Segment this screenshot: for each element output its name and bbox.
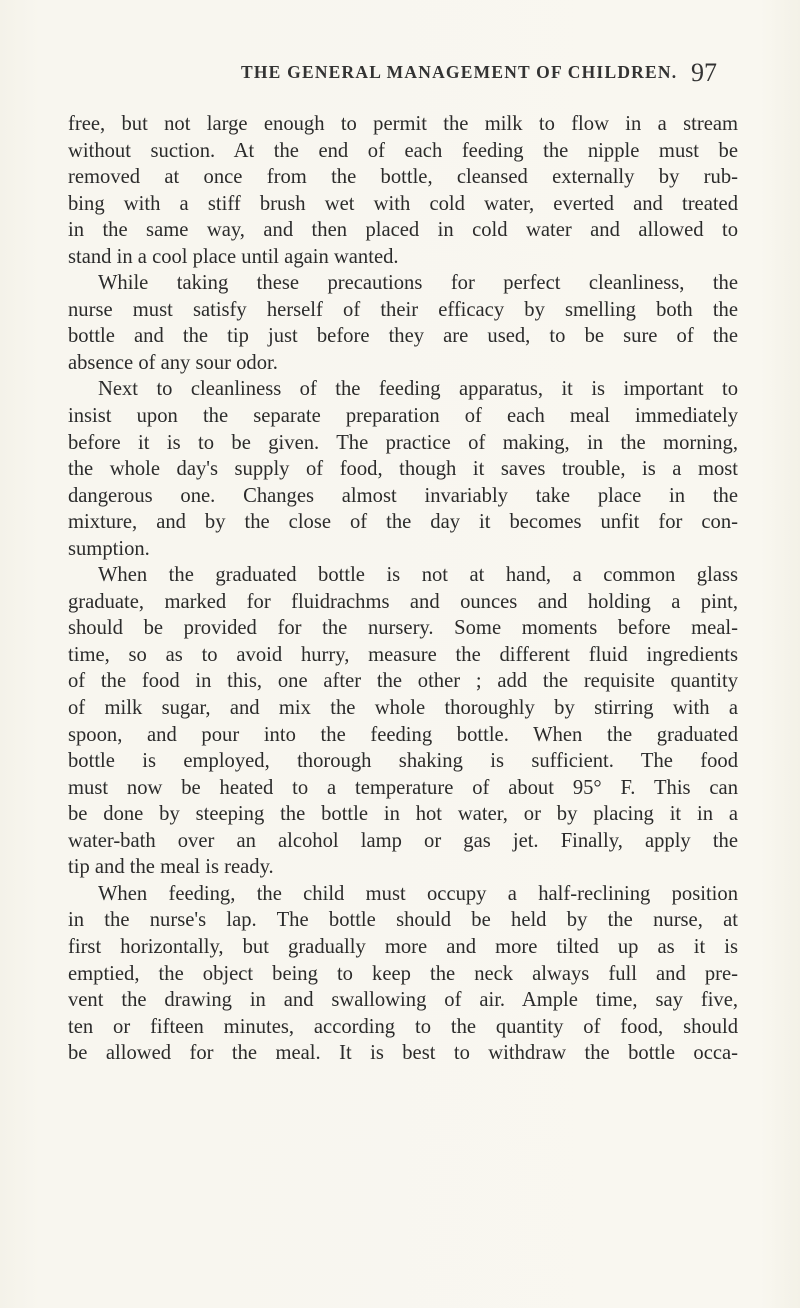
text-line: spoon, and pour into the feeding bottle. When the graduated [68,723,738,746]
text-line: emptied, the object being to keep the neck always full and pre- [68,962,738,985]
text-line: vent the drawing in and swallowing of air. Ample time, say five, [68,989,738,1012]
text-line: time, so as to avoid hurry, measure the different fluid ingredients [68,643,738,666]
text-line: must now be heated to a temperature of about 95° F. This can [68,776,738,799]
text-line: While taking these precautions for perfect cleanliness, the [98,272,738,295]
text-line: should be provided for the nursery. Some moments before meal- [68,617,738,640]
text-line: be allowed for the meal. It is best to withdraw the bottle occa- [68,1042,738,1065]
text-line: free, but not large enough to permit the milk to flow in a stream [68,113,738,135]
text-line: insist upon the separate preparation of each meal immediately [68,405,738,428]
text-line: mixture, and by the close of the day it becomes unfit for con- [68,511,738,534]
text-line: absence of any sour odor. [68,351,278,374]
text-line: be done by steeping the bottle in hot water, or by placing it in a [68,803,738,826]
text-line: the whole day's supply of food, though it saves trouble, is a most [68,458,738,481]
body-text [68,111,738,1067]
text-line: When feeding, the child must occupy a half-reclining position [98,882,738,905]
text-line: bottle and the tip just before they are used, to be sure of the [68,325,738,348]
text-line: without suction. At the end of each feeding the nipple must be [68,139,738,162]
text-line: tip and the meal is ready. [68,856,274,879]
text-line: of the food in this, one after the other ; add the requisite quantity [68,670,738,693]
text-line: When the graduated bottle is not at hand, a common glass [98,564,738,587]
text-line: nurse must satisfy herself of their efficacy by smelling both the [68,298,738,321]
text-line: water-bath over an alcohol lamp or gas jet. Finally, apply the [68,829,738,852]
running-head: THE GENERAL MANAGEMENT OF CHILDREN. [241,62,678,82]
page-number: 97 [691,58,717,87]
page-header [0,58,800,92]
text-line: in the same way, and then placed in cold water and allowed to [68,219,738,242]
text-line: first horizontally, but gradually more and more tilted up as it is [68,935,738,958]
text-line: in the nurse's lap. The bottle should be held by the nurse, at [68,909,738,932]
text-line: of milk sugar, and mix the whole thoroughly by stirring with a [68,697,738,720]
text-line: sumption. [68,537,150,560]
text-line: graduate, marked for fluidrachms and ounces and holding a pint, [68,590,738,613]
text-line: bing with a stiff brush wet with cold water, everted and treated [68,192,738,215]
text-line: Next to cleanliness of the feeding apparatus, it is important to [98,378,738,401]
text-line: before it is to be given. The practice of making, in the morning, [68,431,738,454]
text-line: dangerous one. Changes almost invariably take place in the [68,484,738,507]
text-line: ten or fifteen minutes, according to the quantity of food, should [68,1015,738,1038]
text-line: stand in a cool place until again wanted. [68,245,399,268]
text-line: bottle is employed, thorough shaking is sufficient. The food [68,750,738,773]
text-line: removed at once from the bottle, cleansed externally by rub- [68,166,738,189]
